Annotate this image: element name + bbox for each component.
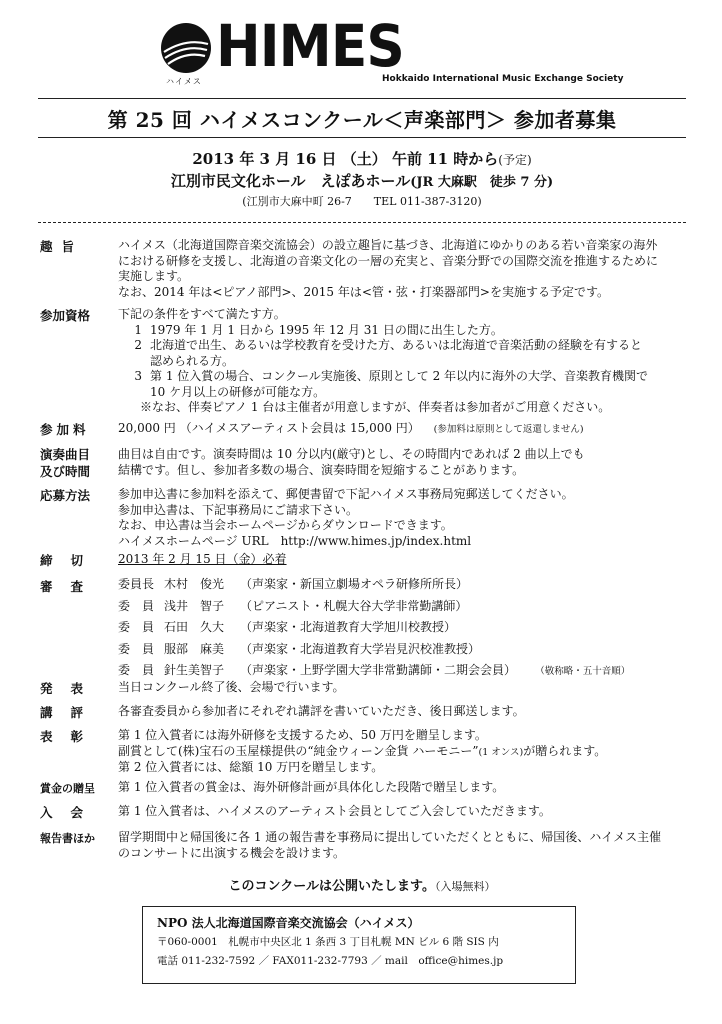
critique-text: 各審査委員から参加者にそれぞれ講評を書いていただき、後日郵送します。 [118, 704, 525, 718]
repertoire-body [118, 447, 698, 478]
event-date-main: 2013 年 3 月 16 日 （土） 午前 11 時から [192, 150, 499, 168]
eligibility-item: 2 北海道で出生、あるいは学校教育を受けた方、あるいは北海道で音楽活動の経験を有すると [134, 338, 643, 352]
awards-body [118, 728, 698, 776]
jury-note: （敬称略・五十音順） [540, 666, 631, 677]
society-name: Hokkaido International Music Exchange Society [382, 74, 624, 84]
eligibility-item: 3 第 1 位入賞の場合、コンクール実施後、原則として 2 年以内に海外の大学、音楽教育機関で [134, 369, 649, 383]
application-line: 参加申込書は、下記事務局にご請求下さい。 [118, 502, 359, 517]
event-date-note: (予定) [498, 153, 532, 167]
himes-logo [160, 12, 624, 90]
coin-weight-note: (1 オンス) [478, 746, 524, 758]
jury-member: 委員長 木村 俊光 （声楽家・新国立劇場オペラ研修所所長） [118, 577, 469, 591]
title-bottom-rule [38, 137, 686, 138]
eligibility-note: ※なお、伴奏ピアノ 1 台は主催者が用意しますが、伴奏者は参加者がご用意ください。 [140, 400, 611, 414]
deadline-text: 2013 年 2 月 15 日（金）必着 [118, 552, 287, 566]
awards-line: 第 1 位入賞者には海外研修を支援するため、50 万円を贈呈します。 [118, 728, 487, 742]
page-title: 第 25 回 ハイメスコンクール＜声楽部門＞ 参加者募集 [107, 108, 617, 132]
event-address: (江別市大麻中町 26-7 TEL 011-387-3120) [242, 195, 482, 208]
dashed-divider [38, 222, 686, 223]
fee-label: 参加料 [40, 422, 90, 437]
logo-kana: ハイメス [166, 77, 202, 86]
eligibility-label: 参加資格 [40, 308, 91, 323]
eligibility-body [118, 307, 698, 416]
purpose-line: 実施します。 [118, 269, 190, 283]
org-name: NPO 法人北海道国際音楽交流協会（ハイメス） [157, 916, 420, 930]
event-date [38, 148, 686, 169]
purpose-label: 趣旨 [40, 239, 84, 254]
deadline-label: 締切 [40, 553, 102, 568]
results-text: 当日コンクール終了後、会場で行います。 [118, 680, 345, 694]
jury-label: 審査 [40, 579, 102, 594]
application-label: 応募方法 [40, 488, 91, 503]
repertoire-label: 演奏曲目 及び時間 [40, 447, 91, 479]
repertoire-line: 曲目は自由です。演奏時間は 10 分以内(厳守)とし、その時間内であれば 2 曲以上でも [118, 447, 585, 461]
eligibility-item: 1 1979 年 1 月 1 日から 1995 年 12 月 31 日の間に出生した方。 [134, 322, 503, 337]
application-line: 参加申込書に参加料を添えて、郵便書留で下記ハイメス事務局宛郵送してください。 [118, 487, 574, 501]
report-body [118, 830, 698, 861]
org-address: 〒060-0001 札幌市中央区北 1 条西 3 丁目札幌 MN ビル 6 階 SIS 内 [157, 936, 499, 948]
report-label: 報告書ほか [40, 832, 95, 845]
event-venue-note: (JR 大麻駅 徒歩 7 分) [410, 175, 554, 190]
application-body [118, 487, 698, 549]
awards-line: 第 2 位入賞者には、総額 10 万円を贈呈します。 [118, 760, 384, 774]
repertoire-line: 結構です。但し、参加者多数の場合、演奏時間を短縮することがあります。 [118, 462, 525, 477]
results-label: 発表 [40, 681, 102, 696]
membership-label: 入会 [40, 805, 102, 820]
free-admission-note: （入場無料） [434, 880, 496, 893]
event-venue-main: 江別市民文化ホール えぽあホール [170, 172, 411, 190]
himes-logo-mark-icon [160, 22, 212, 74]
awards-line: 副賞として(株)宝石の玉屋様提供の“純金ウィーン金貨 ハーモニー”(1 オンス)が贈られます。 [118, 743, 607, 758]
deadline-body [118, 552, 698, 568]
eligibility-item-cont: 10 ケ月以上の研修が可能な方。 [150, 384, 326, 399]
prize-payment-label: 賞金の贈呈 [40, 782, 95, 795]
application-url-line: ハイメスホームページ URL http://www.himes.jp/index.html [118, 533, 472, 548]
fee-note: (参加料は原則として返還しません) [433, 424, 584, 435]
eligibility-item-cont: 認められる方。 [150, 353, 235, 368]
application-line: なお、申込書は当会ホームページからダウンロードできます。 [118, 518, 453, 532]
critique-label: 講評 [40, 705, 102, 720]
jury-list [118, 574, 698, 682]
public-admission-note: このコンクールは公開いたします。（入場無料） [228, 879, 496, 894]
contact-box [142, 906, 576, 984]
report-line: 留学期間中と帰国後に各 1 通の報告書を事務局に提出していただくとともに、帰国後、ハイメス主催 [118, 830, 662, 844]
purpose-line: ハイメス（北海道国際音楽交流協会）の設立趣旨に基づき、北海道にゆかりのある若い音楽家の海外 [118, 238, 658, 252]
eligibility-intro: 下記の条件をすべて満たす方。 [118, 307, 286, 321]
purpose-line: における研修を支援し、北海道の音楽文化の一層の充実と、音楽分野での国際交流を推進するために [118, 253, 659, 268]
jury-member: 委 員 針生美智子 （声楽家・上野学園大学非常勤講師・二期会会員） （敬称略・五十音順） [118, 663, 631, 677]
logo-wordmark: HIMES [216, 12, 404, 80]
jury-member: 委 員 浅井 智子 （ピアニスト・札幌大谷大学非常勤講師） [118, 598, 468, 613]
report-line: のコンサートに出演する機会を設けます。 [118, 845, 346, 860]
org-contact: 電話 011-232-7592 ／ FAX011-232-7793 ／ mail office@himes.jp [157, 955, 504, 967]
event-venue [38, 170, 686, 191]
fee-body [118, 421, 698, 438]
jury-member: 委 員 服部 麻美 （声楽家・北海道教育大学岩見沢校准教授） [118, 641, 481, 656]
prize-payment-text: 第 1 位入賞者の賞金は、海外研修計画が具体化した段階で贈呈します。 [118, 780, 505, 794]
awards-label: 表彰 [40, 729, 102, 744]
jury-member: 委 員 石田 久大 （声楽家・北海道教育大学旭川校教授） [118, 620, 457, 634]
fee-text: 20,000 円 （ハイメスアーティスト会員は 15,000 円） [118, 421, 420, 435]
title-top-rule [38, 98, 686, 99]
purpose-line: なお、2014 年は<ピアノ部門>、2015 年は<管・弦・打楽器部門>を実施する予定です。 [118, 284, 610, 299]
membership-text: 第 1 位入賞者は、ハイメスのアーティスト会員としてご入会していただきます。 [118, 804, 551, 818]
purpose-body [118, 238, 698, 300]
